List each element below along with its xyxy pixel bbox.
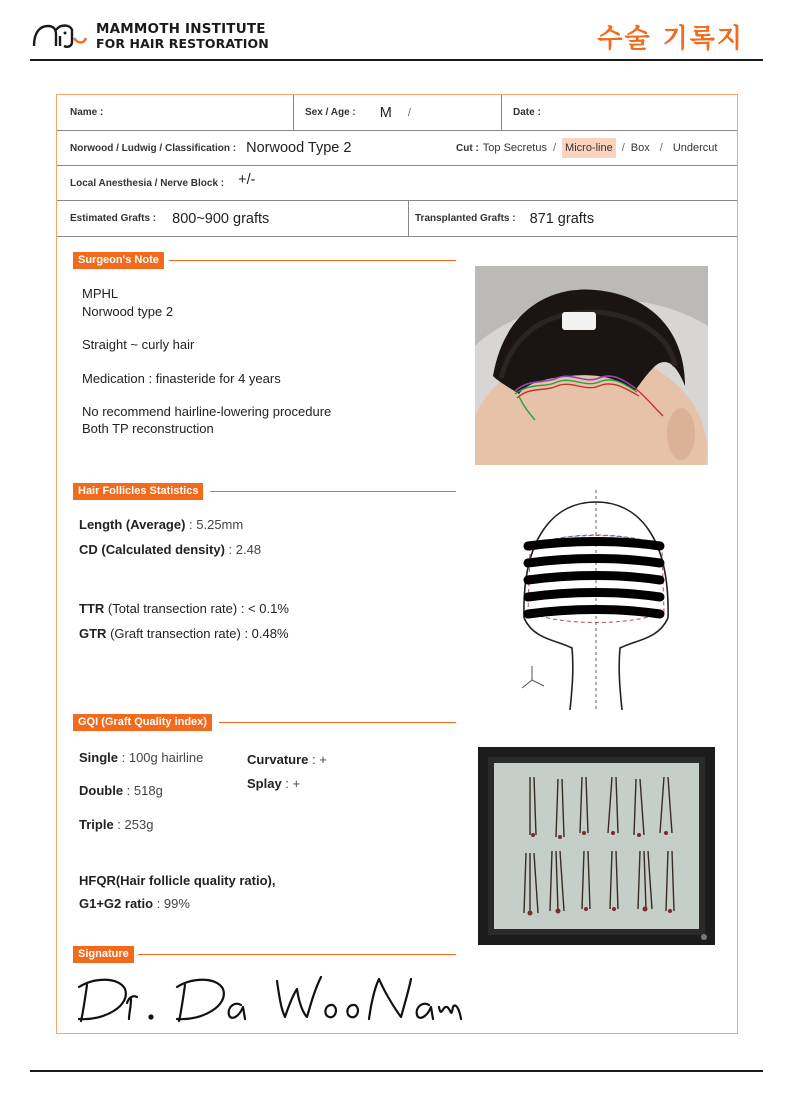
single-stat: Single : 100g hairline [79, 750, 204, 765]
note-line: MPHL [82, 286, 119, 301]
transplanted-grafts-label: Transplanted Grafts : [415, 213, 516, 224]
row-classification-cut [57, 131, 737, 166]
cut-option-box[interactable]: Box [630, 142, 650, 154]
classification-label: Norwood / Ludwig / Classification : [70, 142, 237, 154]
note-line: No recommend hairline-lowering procedure [82, 404, 332, 419]
signature-tag: Signature [73, 946, 134, 963]
date-label: Date : [513, 107, 541, 118]
g1g2-stat: G1+G2 ratio : 99% [79, 896, 190, 911]
cut-separator: / [552, 142, 557, 154]
signature-rule [138, 954, 456, 955]
note-line: Medication : finasteride for 4 years [82, 371, 281, 386]
note-line: Both TP reconstruction [82, 421, 214, 436]
document-title: 수술 기록지 [597, 24, 744, 54]
hairline-photo-image [475, 266, 708, 465]
sex-age-label: Sex / Age : [305, 107, 356, 118]
cut-separator: / [621, 142, 625, 154]
triple-stat: Triple : 253g [79, 817, 154, 832]
logo-title: MAMMOTH INSTITUTE [96, 21, 266, 37]
signature-image [65, 963, 465, 1033]
hfqr-stat: HFQR(Hair follicle quality ratio), [79, 873, 276, 888]
age-separator: / [407, 106, 411, 119]
head-diagram-image [512, 490, 682, 710]
follicle-stats-tag: Hair Follicles Statistics [73, 483, 203, 500]
double-stat: Double : 518g [79, 783, 163, 798]
cut-option-micro-line[interactable]: Micro-line [562, 138, 616, 158]
cut-option-undercut[interactable]: Undercut [672, 142, 718, 154]
note-line: Straight ~ curly hair [82, 337, 195, 352]
gqi-tag: GQI (Graft Quality index) [73, 714, 212, 731]
estimated-grafts-label: Estimated Grafts : [70, 213, 157, 224]
gqi-rule [219, 722, 456, 723]
gtr-stat: GTR (Graft transection rate) : 0.48% [79, 626, 289, 641]
logo-subtitle: FOR HAIR RESTORATION [96, 36, 269, 51]
anesthesia-label: Local Anesthesia / Nerve Block : [70, 177, 225, 189]
surgery-record-form [56, 94, 738, 1034]
name-label: Name : [70, 107, 104, 118]
row-grafts [57, 201, 737, 237]
curvature-stat: Curvature : + [247, 752, 327, 767]
graft-tray-photo-image [478, 747, 715, 945]
ttr-stat: TTR (Total transection rate) : < 0.1% [79, 601, 289, 616]
sex-value[interactable]: M [379, 104, 392, 121]
classification-value[interactable]: Norwood Type 2 [246, 140, 352, 156]
estimated-grafts-value[interactable]: 800~900 grafts [172, 210, 270, 227]
length-stat: Length (Average) : 5.25mm [79, 517, 244, 532]
row-name-sex-date [57, 95, 737, 131]
cd-stat: CD (Calculated density) : 2.48 [79, 542, 262, 557]
anesthesia-value[interactable]: +/- [238, 172, 256, 188]
bottom-divider [30, 1070, 763, 1072]
surgeons-note-rule [169, 260, 456, 261]
cut-label: Cut : [456, 142, 479, 154]
cut-option-top-secretus[interactable]: Top Secretus [482, 142, 547, 154]
splay-stat: Splay : + [247, 776, 301, 791]
row-anesthesia [57, 166, 737, 201]
note-line: Norwood type 2 [82, 304, 174, 319]
top-divider [30, 59, 763, 61]
surgeons-note-tag: Surgeon's Note [73, 252, 164, 269]
transplanted-grafts-value[interactable]: 871 grafts [529, 210, 595, 227]
mammoth-logo-icon [30, 20, 90, 50]
cut-separator: / [659, 142, 663, 154]
logo [30, 18, 290, 54]
follicle-stats-rule [210, 491, 456, 492]
